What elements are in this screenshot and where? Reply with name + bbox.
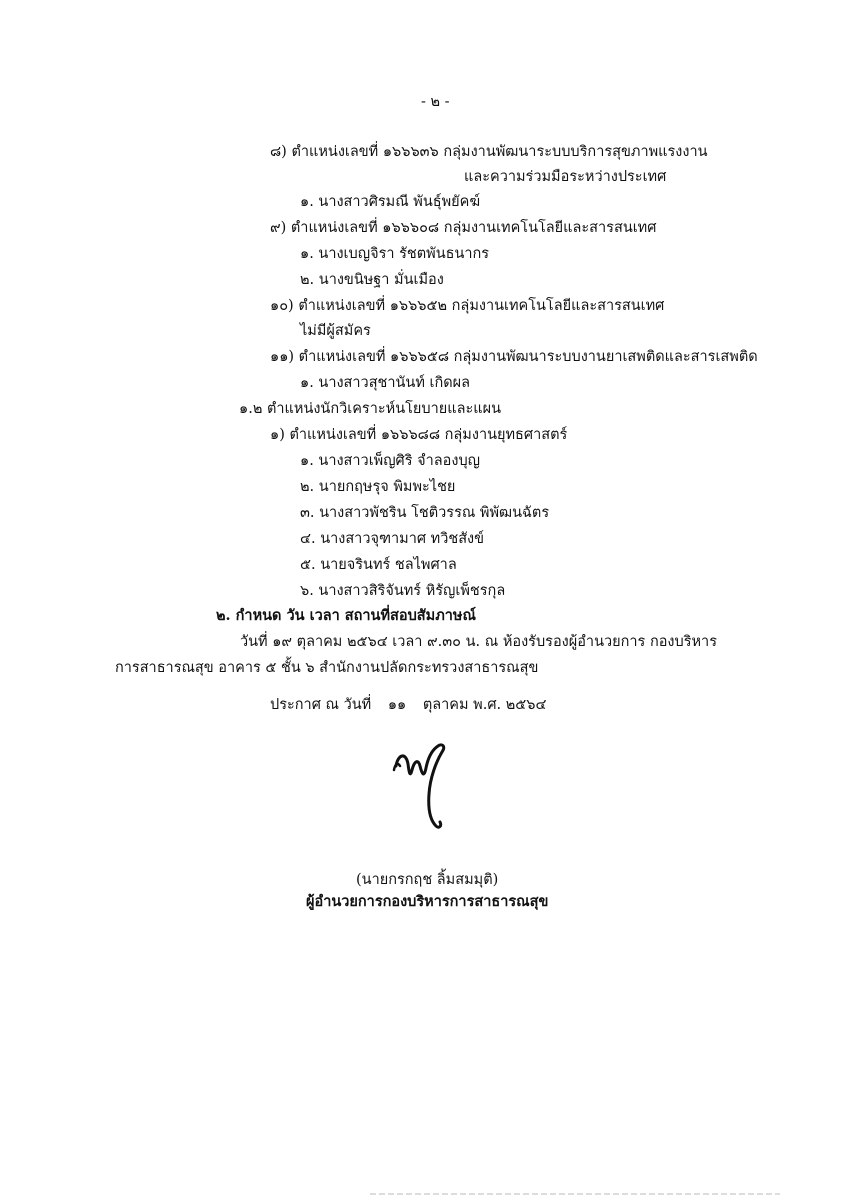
list-item: ๑๑) ตำแหน่งเลขที่ ๑๖๖๖๕๘ กลุ่มงานพัฒนาระบบงานยาเสพติดและสารเสพติด [270, 349, 758, 365]
list-item: ไม่มีผู้สมัคร [300, 323, 371, 339]
announce-month-year: ตุลาคม พ.ศ. ๒๕๖๔ [422, 697, 547, 713]
list-item: ๑๐) ตำแหน่งเลขที่ ๑๖๖๖๕๒ กลุ่มงานเทคโนโลยีและสารสนเทศ [270, 298, 665, 314]
paragraph-line: วันที่ ๑๙ ตุลาคม ๒๕๖๔ เวลา ๙.๓๐ น. ณ ห้องรับรองผู้อำนวยการ กองบริหาร [240, 634, 717, 650]
list-item: ๔. นางสาวจุฑามาศ ทวิชสังข์ [300, 531, 485, 547]
paragraph-line: การสาธารณสุข อาคาร ๕ ชั้น ๖ สำนักงานปลัดกระทรวงสาธารณสุข [115, 660, 539, 676]
announce-day: ๑๑ [387, 697, 407, 713]
list-item: ๒. นายกฤษรุจ พิมพะไชย [300, 479, 456, 495]
announce-prefix: ประกาศ ณ วันที่ [270, 697, 372, 713]
section-heading: ๒. กำหนด วัน เวลา สถานที่สอบสัมภาษณ์ [216, 607, 476, 624]
scan-edge-line [300, 1193, 800, 1197]
list-item: ๑. นางสาวสุชานันท์ เกิดผล [300, 375, 471, 391]
list-item: ๓. นางสาวพัชริน โชติวรรณ พิพัฒนฉัตร [300, 505, 550, 521]
signer-position: ผู้อำนวยการกองบริหารการสาธารณสุข [306, 893, 549, 910]
list-item: ๑. นางสาวศิรมณี พันธุ์พยัคฆ์ [300, 194, 481, 210]
list-item: ๑. นางสาวเพ็ญศิริ จำลองบุญ [300, 453, 481, 469]
list-item: ๒. นางขนิษฐา มั่นเมือง [300, 272, 444, 288]
announce-date-line [270, 695, 546, 715]
list-item: ๖. นางสาวสิริจันทร์ หิรัญเพ็ชรกุล [300, 583, 506, 599]
list-item: ๑. นางเบญจิรา รัชตพันธนากร [300, 246, 490, 262]
list-item: ๑.๒ ตำแหน่งนักวิเคราะห์นโยบายและแผน [239, 401, 502, 417]
list-item: และความร่วมมือระหว่างประเทศ [464, 169, 667, 185]
page-number: - ๒ - [421, 94, 450, 110]
signer-name: (นายกรกฤช ลิ้มสมมุติ) [356, 872, 499, 888]
list-item: ๑) ตำแหน่งเลขที่ ๑๖๖๖๘๘ กลุ่มงานยุทธศาสตร์ [270, 427, 568, 443]
list-item: ๕. นายจรินทร์ ชลไพศาล [300, 557, 457, 573]
list-item: ๘) ตำแหน่งเลขที่ ๑๖๖๖๓๖ กลุ่มงานพัฒนาระบบบริการสุขภาพแรงงาน [270, 144, 708, 160]
signature-image [392, 738, 452, 830]
list-item: ๙) ตำแหน่งเลขที่ ๑๖๖๖๐๘ กลุ่มงานเทคโนโลยีและสารสนเทศ [270, 220, 657, 236]
